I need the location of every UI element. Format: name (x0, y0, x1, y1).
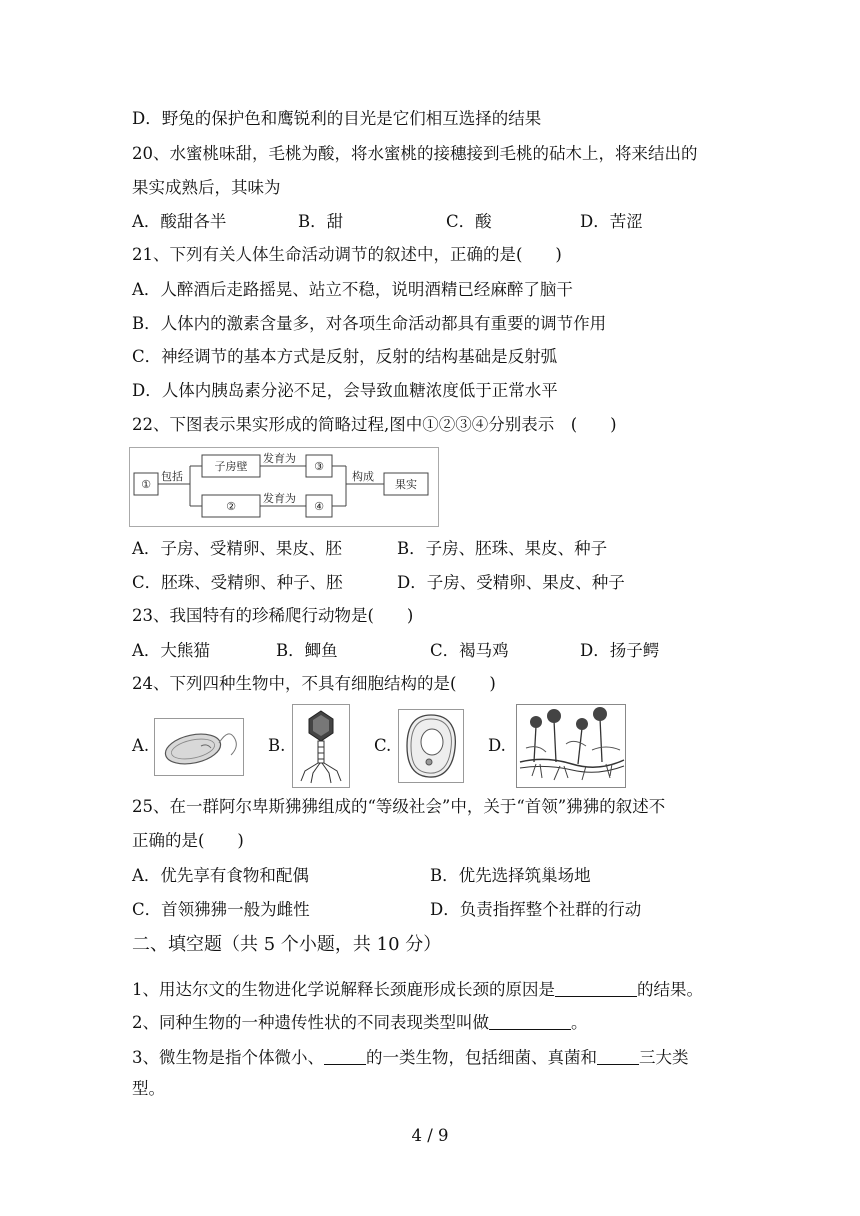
q19-option-d: D．野兔的保护色和鹰锐利的目光是它们相互选择的结果 (132, 109, 542, 128)
fill3-line2: 型。 (132, 1079, 165, 1098)
diagram-n2: ② (226, 500, 236, 513)
q21-option-c: C．神经调节的基本方式是反射，反射的结构基础是反射弧 (132, 347, 558, 366)
section-2-heading: 二、填空题（共 5 个小题，共 10 分） (132, 934, 442, 955)
fill-question-1 (132, 979, 703, 1001)
q23-stem: 23、我国特有的珍稀爬行动物是( ) (132, 606, 414, 625)
q25-stem-line1: 25、在一群阿尔卑斯狒狒组成的“等级社会”中，关于“首领”狒狒的叙述不 (132, 797, 666, 816)
fruit-formation-diagram (129, 447, 439, 527)
fill3-blank-2[interactable] (597, 1048, 639, 1065)
q20-option-b: B．甜 (298, 212, 344, 231)
q25-option-d: D．负责指挥整个社群的行动 (430, 900, 642, 919)
diagram-include: 包括 (161, 470, 183, 483)
fill1-text-after: 的结果。 (637, 980, 703, 999)
bacterium-image (154, 718, 244, 776)
fill-question-2 (132, 1012, 588, 1034)
q22-option-a: A．子房、受精卵、果皮、胚 (132, 539, 342, 558)
fill3-text-before: 3、微生物是指个体微小、 (132, 1048, 324, 1067)
cell-image (398, 709, 464, 783)
fill1-text-before: 1、用达尔文的生物进化学说解释长颈鹿形成长颈的原因是 (132, 980, 555, 999)
q21-option-d: D．人体内胰岛素分泌不足，会导致血糖浓度低于正常水平 (132, 381, 558, 400)
diagram-ovary-wall: 子房壁 (214, 460, 248, 473)
q23-option-d: D．扬子鳄 (580, 641, 660, 660)
q21-option-a: A．人醉酒后走路摇晃、站立不稳，说明酒精已经麻醉了脑干 (132, 280, 573, 299)
fill2-text-after: 。 (571, 1013, 588, 1032)
q22-option-b: B．子房、胚珠、果皮、种子 (397, 539, 608, 558)
page-number: 4 / 9 (411, 1126, 449, 1145)
q21-stem: 21、下列有关人体生命活动调节的叙述中，正确的是( ) (132, 245, 562, 264)
q21-option-b: B．人体内的激素含量多，对各项生命活动都具有重要的调节作用 (132, 314, 607, 333)
mold-image (516, 704, 626, 788)
fill-question-3 (132, 1047, 689, 1069)
q25-option-a: A．优先享有食物和配偶 (132, 866, 309, 885)
q24-label-b: B. (268, 736, 286, 755)
q24-label-d: D. (488, 736, 506, 755)
q20-option-a: A．酸甜各半 (132, 212, 227, 231)
fill1-blank[interactable] (555, 980, 637, 997)
q24-label-a: A. (132, 736, 150, 755)
diagram-n1: ① (141, 478, 151, 491)
q20-stem-line1: 20、水蜜桃味甜，毛桃为酸，将水蜜桃的接穗接到毛桃的砧木上，将来结出的 (132, 144, 698, 163)
diagram-n3: ③ (314, 460, 324, 473)
diagram-n4: ④ (314, 500, 324, 513)
q25-stem-line2: 正确的是( ) (132, 831, 244, 850)
q20-option-c: C．酸 (446, 212, 492, 231)
fill3-blank-1[interactable] (324, 1048, 366, 1065)
diagram-develop-1: 发育为 (263, 452, 296, 465)
diagram-fruit: 果实 (395, 478, 417, 491)
fill2-text-before: 2、同种生物的一种遗传性状的不同表现类型叫做 (132, 1013, 489, 1032)
bacteriophage-image (292, 704, 350, 788)
q25-option-c: C．首领狒狒一般为雌性 (132, 900, 310, 919)
q23-option-c: C．褐马鸡 (430, 641, 509, 660)
q25-option-b: B．优先选择筑巢场地 (430, 866, 591, 885)
q23-option-a: A．大熊猫 (132, 641, 210, 660)
diagram-form: 构成 (352, 470, 374, 483)
fill3-text-middle: 的一类生物，包括细菌、真菌和 (366, 1048, 597, 1067)
q23-option-b: B．鲫鱼 (276, 641, 338, 660)
q22-option-d: D．子房、受精卵、果皮、种子 (397, 573, 625, 592)
fill2-blank[interactable] (489, 1013, 571, 1030)
fill3-text-after: 三大类 (639, 1048, 689, 1067)
q22-stem: 22、下图表示果实形成的简略过程,图中①②③④分别表示 ( ) (132, 415, 617, 434)
q20-stem-line2: 果实成熟后，其味为 (132, 178, 281, 197)
q22-option-c: C．胚珠、受精卵、种子、胚 (132, 573, 343, 592)
q20-option-d: D．苦涩 (580, 212, 643, 231)
diagram-develop-2: 发育为 (263, 492, 296, 505)
q24-label-c: C. (374, 736, 392, 755)
q24-stem: 24、下列四种生物中，不具有细胞结构的是( ) (132, 674, 496, 693)
